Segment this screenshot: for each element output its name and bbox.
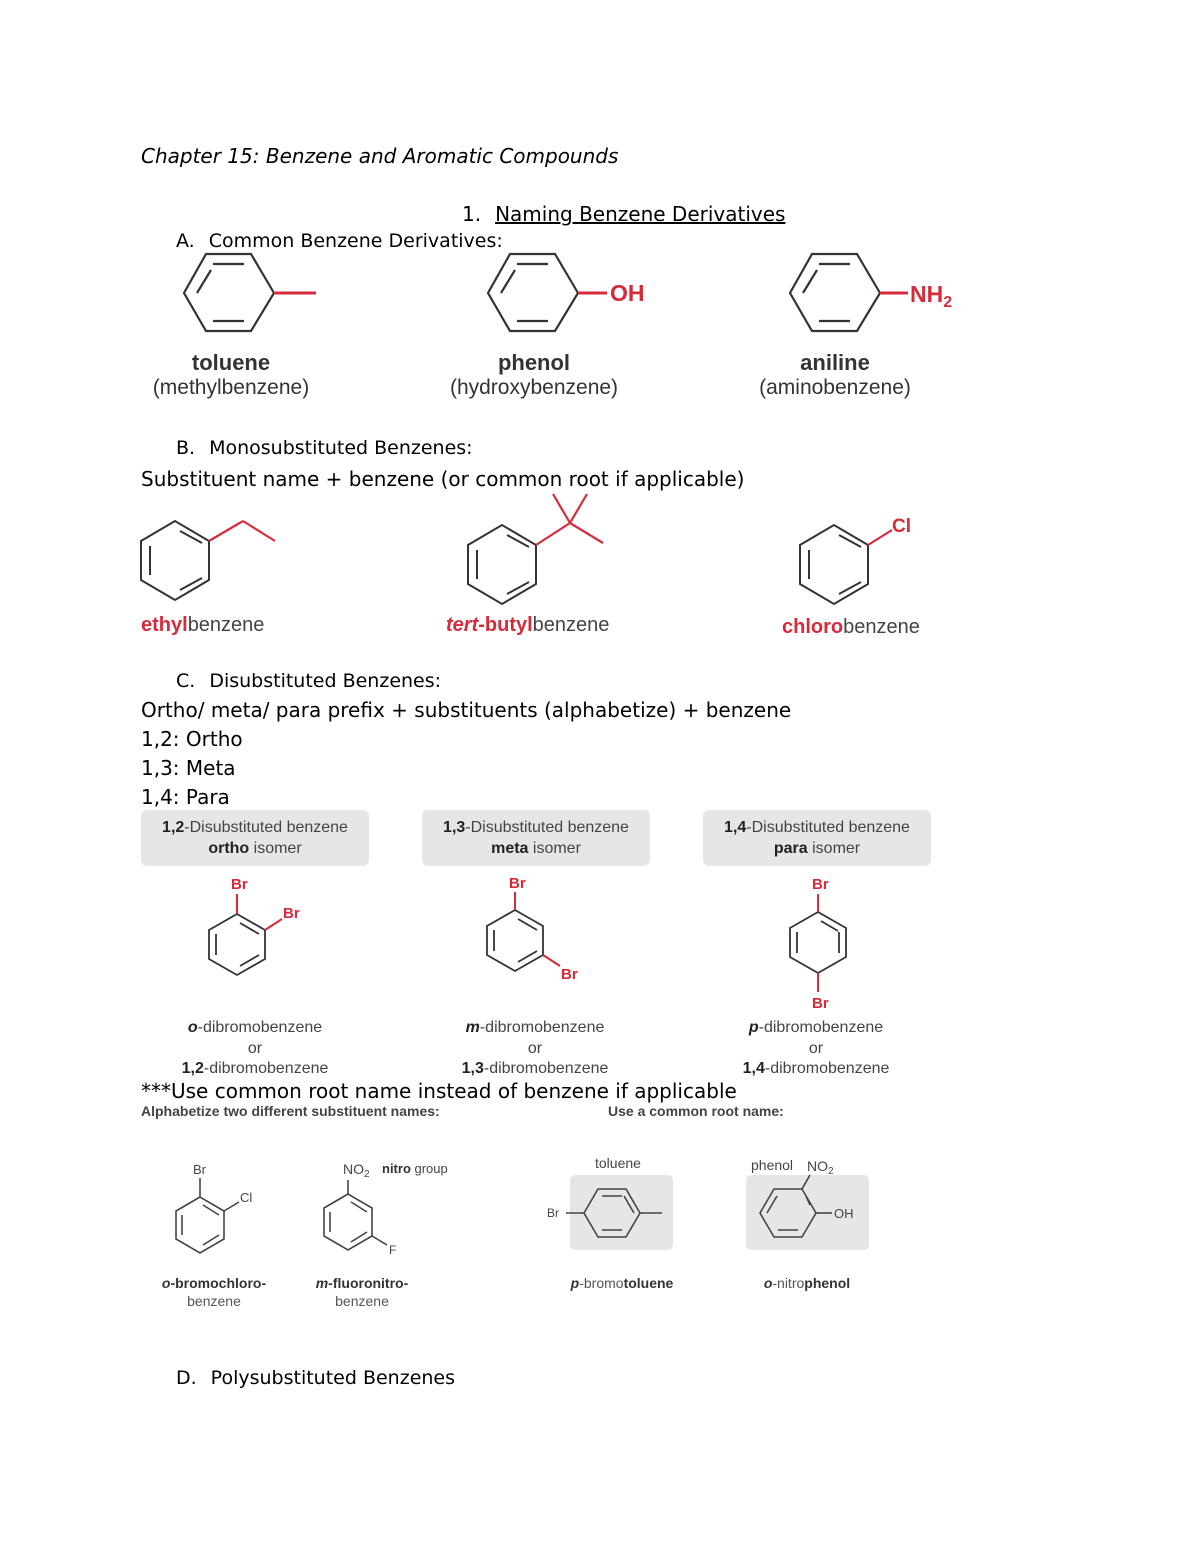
meta-prefix: m (465, 1019, 480, 1036)
ex3-prefix: p (570, 1275, 580, 1291)
ex2-no-text: NO (343, 1161, 364, 1177)
ex1-br-label: Br (193, 1162, 206, 1177)
phenol-systematic-name: (hydroxybenzene) (449, 376, 619, 399)
bromochlorobenzene-structure (176, 1178, 239, 1253)
ex4-name-1: -nitro (772, 1275, 805, 1291)
tert-butylbenzene-name (446, 614, 609, 637)
aniline-subscript: 2 (943, 294, 953, 311)
para-br-1: Br (812, 876, 829, 893)
ethylbenzene-name (141, 614, 264, 637)
section-d-title: Polysubstituted Benzenes (210, 1367, 456, 1389)
ex2-no2-sub: 2 (364, 1169, 370, 1180)
aniline-common-name: aniline (800, 350, 870, 375)
para-names (706, 1018, 926, 1080)
section-c-heading (176, 670, 441, 692)
para-kind-suffix: isomer (807, 840, 861, 857)
aniline-structure (790, 254, 908, 331)
chloro-prefix: chloro (782, 616, 844, 638)
para-br-2: Br (812, 995, 829, 1012)
ortho-name-1: -dibromobenzene (197, 1019, 323, 1036)
common-root-header: Use a common root name: (608, 1103, 784, 1119)
ex3-toluene-label: toluene (595, 1155, 641, 1171)
para-kind: para (773, 840, 808, 857)
ex2-name-1: -fluoronitro- (328, 1275, 409, 1291)
ortho-kind: ortho (208, 840, 250, 857)
para-prefix: p (748, 1019, 759, 1036)
section-d-letter: D. (176, 1367, 197, 1389)
common-root-note: ***Use common root name instead of benzene if applicable (141, 1079, 737, 1103)
section-b-title: Monosubstituted Benzenes: (209, 437, 473, 459)
toluene-name (131, 350, 331, 400)
ex4-name (737, 1274, 877, 1292)
phenol-common-name: phenol (497, 350, 571, 375)
ex4-phenol-label: phenol (751, 1157, 794, 1173)
ex1-prefix: o (161, 1275, 171, 1291)
ex4-name-2: phenol (804, 1275, 851, 1291)
phenol-oh-label: OH (610, 280, 645, 306)
meta-br-1: Br (509, 875, 526, 892)
para-or: or (808, 1039, 824, 1057)
ex2-f-label: F (389, 1243, 397, 1257)
ex4-prefix: o (763, 1275, 773, 1291)
tert-butylbenzene-structure (468, 494, 603, 604)
alphabetize-header: Alphabetize two different substituent names: (141, 1103, 440, 1119)
ex2-prefix: m (315, 1275, 329, 1291)
section-b-letter: B. (176, 437, 196, 459)
para-header-text: -Disubstituted benzene (746, 819, 910, 836)
phenol-structure (488, 254, 607, 331)
section-c-title: Disubstituted Benzenes: (209, 670, 442, 692)
para-locant-2: 1,4 (742, 1060, 765, 1077)
ortho-kind-suffix: isomer (249, 840, 302, 857)
ortho-prefix: o (187, 1019, 198, 1036)
chapter-title: Chapter 15: Benzene and Aromatic Compounds (141, 144, 619, 168)
butyl-prefix: -butyl (478, 614, 533, 636)
ortho-or: or (247, 1039, 263, 1057)
meta-names (425, 1018, 645, 1080)
chloro-atom-label: Cl (892, 516, 911, 537)
ex1-name (144, 1274, 284, 1310)
meta-header-text: -Disubstituted benzene (465, 819, 629, 836)
meta-locant: 1,3 (443, 819, 466, 836)
section-1-title: Naming Benzene Derivatives (495, 202, 786, 226)
ex1-name-2: benzene (187, 1293, 241, 1309)
tert-prefix: tert (446, 614, 479, 636)
meta-kind-suffix: isomer (528, 840, 581, 857)
ortho-locant-2: 1,2 (181, 1060, 204, 1077)
meta-or: or (527, 1039, 543, 1057)
ex3-name (552, 1274, 692, 1292)
meta-locant-2: 1,3 (461, 1060, 484, 1077)
position-meta: 1,3: Meta (141, 756, 236, 780)
ex2-nitro-group-label (382, 1161, 448, 1176)
ortho-locant: 1,2 (162, 819, 185, 836)
ortho-names (145, 1018, 365, 1080)
section-b-rule: Substituent name + benzene (or common root if applicable) (141, 467, 745, 491)
aniline-nh-text: NH (910, 281, 944, 307)
ex3-name-1: -bromo (579, 1275, 624, 1291)
meta-br-2: Br (561, 966, 578, 983)
chloro-root: benzene (843, 616, 920, 638)
section-1-number: 1. (462, 202, 482, 226)
aniline-nh2-label (910, 281, 952, 312)
toluene-structure (184, 254, 316, 331)
chlorobenzene-structure (800, 525, 892, 604)
section-b-heading (176, 437, 473, 459)
para-name-1: -dibromobenzene (758, 1019, 884, 1036)
section-d-heading (176, 1367, 455, 1389)
ortho-header-text: -Disubstituted benzene (184, 819, 348, 836)
aniline-systematic-name: (aminobenzene) (759, 376, 911, 399)
ex4-no-text: NO (807, 1158, 828, 1174)
ethyl-prefix: ethyl (141, 614, 188, 636)
ex2-group-text: group (410, 1161, 448, 1176)
tert-butyl-root: benzene (532, 614, 610, 636)
ex4-no2-label (807, 1158, 834, 1177)
ortho-name-2: -dibromobenzene (203, 1060, 329, 1077)
phenol-name (424, 350, 644, 400)
aniline-name (730, 350, 940, 400)
ex1-cl-label: Cl (240, 1190, 253, 1205)
ex4-oh-label: OH (834, 1206, 854, 1221)
section-a-title: Common Benzene Derivatives: (208, 230, 503, 252)
toluene-common-name: toluene (191, 350, 271, 375)
ortho-header-box (141, 810, 369, 866)
para-locant: 1,4 (724, 819, 747, 836)
ethylbenzene-structure (141, 521, 275, 600)
meta-header-box (422, 810, 650, 866)
ex2-name (292, 1274, 432, 1310)
section-c-rule: Ortho/ meta/ para prefix + substituents (alphabetize) + benzene (141, 698, 792, 722)
ortho-dibromobenzene-structure (209, 894, 282, 975)
position-para: 1,4: Para (141, 785, 230, 809)
ex2-name-2: benzene (335, 1293, 389, 1309)
position-ortho: 1,2: Ortho (141, 727, 243, 751)
ortho-br-1: Br (231, 876, 248, 893)
ex4-no2-sub: 2 (828, 1166, 834, 1177)
ex2-nitro-text: nitro (382, 1161, 411, 1176)
fluoronitrobenzene-structure (324, 1180, 387, 1250)
ex2-no2-label (343, 1161, 370, 1180)
meta-dibromobenzene-structure (487, 892, 560, 971)
ortho-br-2: Br (283, 905, 300, 922)
ex3-br-label: Br (547, 1206, 559, 1220)
meta-kind: meta (491, 840, 529, 857)
ethyl-root: benzene (187, 614, 265, 636)
section-c-letter: C. (176, 670, 196, 692)
meta-name-1: -dibromobenzene (479, 1019, 605, 1036)
para-header-box (703, 810, 931, 866)
chlorobenzene-name (782, 616, 920, 639)
para-dibromobenzene-structure (790, 894, 846, 992)
para-name-2: -dibromobenzene (764, 1060, 890, 1077)
toluene-systematic-name: (methylbenzene) (152, 376, 310, 399)
ex3-name-2: toluene (623, 1275, 674, 1291)
section-a-letter: A. (176, 230, 195, 252)
ex1-name-1: -bromochloro- (170, 1275, 267, 1291)
meta-name-2: -dibromobenzene (483, 1060, 609, 1077)
